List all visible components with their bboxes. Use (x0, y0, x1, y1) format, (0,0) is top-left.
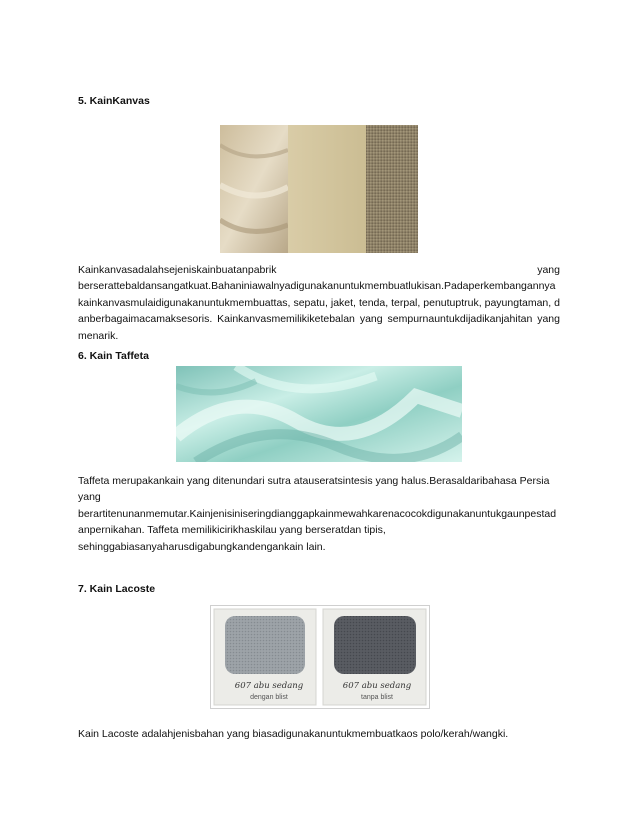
taffeta-line-5: sehinggabiasanyaharusdigabungkandengankain lain. (78, 540, 326, 553)
lacoste-right-handwriting: 607 abu sedang (342, 681, 412, 691)
paragraph-lacoste: Kain Lacoste adalahjenisbahan yang biasadigunakanuntukmembuatkaos polo/kerah/wangki. (78, 728, 509, 740)
canvas-fabric-illustration (220, 125, 418, 253)
lacoste-left-caption: dengan blist (250, 694, 288, 701)
kanvas-text-right: yang (537, 264, 560, 276)
kanvas-text-body: berserattebaldansangatkuat.Bahaniniawalnyadigunakanuntukmembuatlukisan.Padaperkembangannyakainkanvasmulaidigunakanuntukmembuattas, sepatu, jaket, tenda, terpal, penutuptruk, payungtaman, danberbagaimacamaksesoris. Kainkanvasmemilikiketebalan yang sempurnauntukdijadikanjahitan yang menarik. (78, 280, 560, 342)
section-heading-taffeta: 6. Kain Taffeta (78, 350, 149, 362)
taffeta-fabric-image (176, 366, 462, 462)
taffeta-line-3: berartitenunanmemutar.Kainjenisiniseringdianggapkainmewahkarenacocokdigunakanuntukgaunpestad (78, 507, 557, 520)
paragraph-kanvas-first-line (78, 262, 560, 278)
section-heading-lacoste: 7. Kain Lacoste (78, 583, 156, 595)
canvas-fabric-image (220, 125, 418, 253)
taffeta-line-4: anpernikahan. Taffeta memilikicirikhaskilau yang berseratdan tipis, (78, 524, 386, 537)
taffeta-line-1: Taffeta merupakankain yang ditenundari sutra atauseratsintesis yang halus.Berasaldaribahasa Persia (78, 475, 550, 487)
taffeta-fabric-illustration (176, 366, 462, 462)
paragraph-kanvas (78, 262, 560, 344)
kanvas-text-left: Kainkanvasadalahsejeniskainbuatanpabrik (78, 264, 277, 276)
taffeta-line-2: yang (78, 491, 101, 504)
paragraph-taffeta (78, 473, 568, 555)
lacoste-right-caption: tanpa blist (361, 694, 393, 701)
lacoste-fabric-image (210, 605, 430, 709)
lacoste-left-handwriting: 607 abu sedang (234, 681, 304, 691)
lacoste-fabric-illustration (211, 606, 429, 708)
section-heading-kanvas: 5. KainKanvas (78, 95, 150, 107)
